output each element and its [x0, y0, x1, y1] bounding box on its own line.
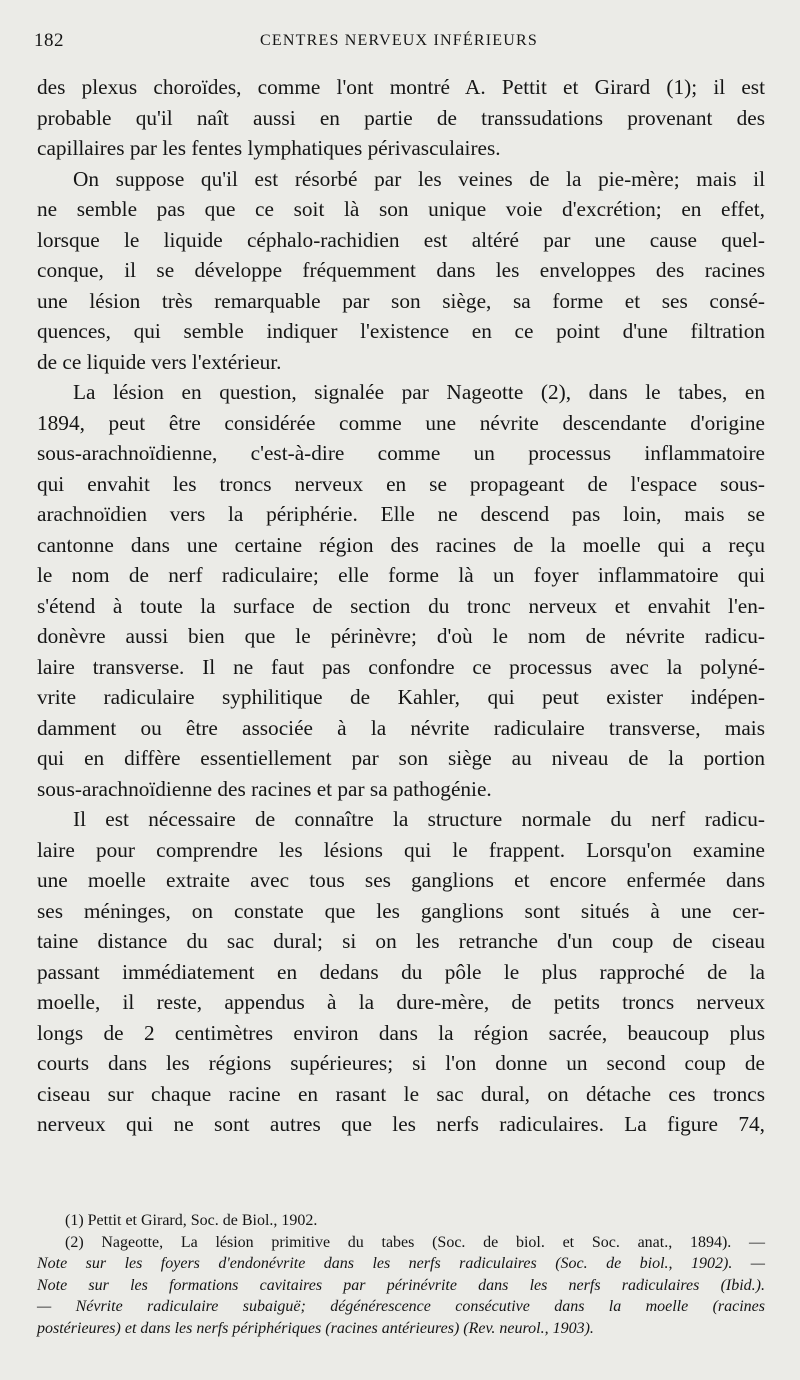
text-line: longs de 2 centimètres environ dans la région sacrée, beaucoup plus: [37, 1020, 765, 1045]
text-line: ne semble pas que ce soit là son unique voie d'excrétion; en effet,: [37, 197, 765, 221]
text-line: damment ou être associée à la névrite radiculaire transverse, mais: [37, 715, 765, 740]
text-line: qui en diffère essentiellement par son siège au niveau de la portion: [37, 746, 765, 770]
footnote-line: (2) Nageotte, La lésion primitive du tabes (Soc. de biol. et Soc. anat., 1894). —: [65, 1233, 765, 1251]
page-number: 182: [34, 30, 64, 51]
running-head: CENTRES NERVEUX INFÉRIEURS: [260, 32, 538, 49]
footnotes: [37, 1210, 765, 1340]
text-line: probable qu'il naît aussi en partie de transsudations provenant des: [37, 105, 765, 130]
text-line: qui envahit les troncs nerveux en se propageant de l'espace sous-: [37, 471, 765, 496]
text-line: le nom de nerf radiculaire; elle forme là un foyer inflammatoire qui: [37, 563, 765, 587]
text-line: de ce liquide vers l'extérieur.: [37, 349, 282, 374]
text-line: Il est nécessaire de connaître la structure normale du nerf radicu-: [73, 807, 765, 831]
footnote-line: (1) Pettit et Girard, Soc. de Biol., 1902.: [65, 1212, 318, 1229]
footnote-line: Note sur les foyers d'endonévrite dans les nerfs radiculaires (Soc. de biol., 1902). —: [37, 1255, 765, 1273]
text-line: passant immédiatement en dedans du pôle le plus rapproché de la: [37, 959, 765, 984]
text-line: sous-arachnoïdienne des racines et par sa pathogénie.: [37, 776, 492, 801]
footnote-line: postérieures) et dans les nerfs périphériques (racines antérieures) (Rev. neurol., 1903).: [37, 1319, 594, 1337]
text-line: moelle, il reste, appendus à la dure-mère, de petits troncs nerveux: [37, 990, 765, 1014]
text-line: ses méninges, on constate que les ganglions sont situés à une cer-: [37, 898, 765, 923]
text-line: une lésion très remarquable par son siège, sa forme et ses consé-: [37, 288, 765, 313]
text-line: sous-arachnoïdienne, c'est-à-dire comme un processus inflammatoire: [37, 441, 765, 465]
text-line: ciseau sur chaque racine en rasant le sac dural, on détache ces troncs: [37, 1081, 765, 1106]
text-line: une moelle extraite avec tous ses ganglions et encore enfermée dans: [37, 868, 765, 892]
text-line: laire pour comprendre les lésions qui le frappent. Lorsqu'on examine: [37, 837, 765, 862]
text-line: s'étend à toute la surface de section du tronc nerveux et envahit l'en-: [37, 593, 765, 618]
page-header: [34, 30, 764, 58]
footnote-line: — Névrite radiculaire subaiguë; dégénérescence consécutive dans la moelle (racines: [37, 1298, 765, 1316]
text-line: conque, il se développe fréquemment dans les enveloppes des racines: [37, 258, 765, 282]
text-line: nerveux qui ne sont autres que les nerfs radiculaires. La figure 74,: [37, 1112, 765, 1136]
text-line: des plexus choroïdes, comme l'ont montré A. Pettit et Girard (1); il est: [37, 75, 765, 99]
text-line: On suppose qu'il est résorbé par les veines de la pie-mère; mais il: [73, 166, 765, 191]
text-line: 1894, peut être considérée comme une névrite descendante d'origine: [37, 410, 765, 435]
body-text: [37, 72, 765, 1140]
text-line: courts dans les régions supérieures; si l'on donne un second coup de: [37, 1051, 765, 1075]
text-line: taine distance du sac dural; si on les retranche d'un coup de ciseau: [37, 929, 765, 953]
text-line: laire transverse. Il ne faut pas confondre ce processus avec la polyné-: [37, 654, 765, 679]
text-line: vrite radiculaire syphilitique de Kahler, qui peut exister indépen-: [37, 685, 765, 709]
text-line: arachnoïdien vers la périphérie. Elle ne descend pas loin, mais se: [37, 502, 765, 526]
footnote-line: Note sur les formations cavitaires par périnévrite dans les nerfs radiculaires (Ibid.).: [37, 1276, 765, 1294]
text-line: capillaires par les fentes lymphatiques périvasculaires.: [37, 136, 501, 160]
text-line: donèvre aussi bien que le périnèvre; d'où le nom de névrite radicu-: [37, 624, 765, 648]
text-line: lorsque le liquide céphalo-rachidien est altéré par une cause quel-: [37, 227, 765, 252]
text-line: cantonne dans une certaine région des racines de la moelle qui a reçu: [37, 532, 765, 557]
text-line: La lésion en question, signalée par Nageotte (2), dans le tabes, en: [73, 380, 765, 404]
text-line: quences, qui semble indiquer l'existence en ce point d'une filtration: [37, 319, 765, 343]
